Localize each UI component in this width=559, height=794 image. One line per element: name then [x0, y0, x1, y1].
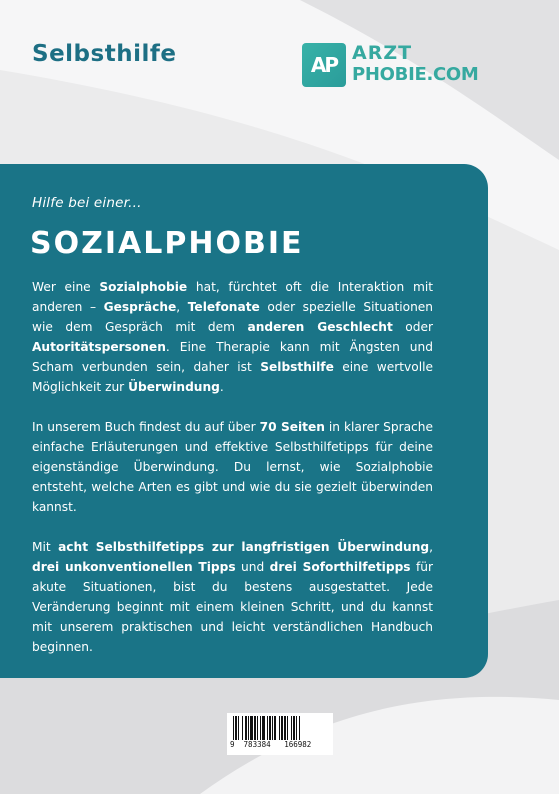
- barcode-digits-mid: 783384: [243, 740, 271, 749]
- barcode-bar: [291, 716, 292, 740]
- barcode-bar: [242, 716, 243, 740]
- paragraph-3: [32, 537, 433, 657]
- text-run: Mit: [32, 540, 59, 554]
- text-run: ,: [429, 540, 433, 554]
- text-run: Wer eine: [32, 280, 100, 294]
- paragraph-2: [32, 417, 433, 517]
- logo-text: [352, 43, 479, 86]
- isbn-barcode: [227, 713, 333, 755]
- paragraph-1: [32, 277, 433, 397]
- logo-line-2: PHOBIE.COM: [352, 64, 479, 85]
- text-run: für akute Situationen, bist du bestens ausgestattet. Jede Veränderung beginnt mit einem kleinen Schritt, und du kannst mit unserem praktischen und leicht verständlichen Handbuch beginnen.: [32, 560, 434, 654]
- barcode-bar: [257, 716, 258, 740]
- barcode-number: [230, 740, 330, 749]
- barcode-bar: [287, 716, 288, 740]
- barcode-bar: [274, 716, 276, 740]
- bold-phrase: Gespräche: [103, 300, 177, 314]
- bold-phrase: Überwindung: [128, 380, 220, 394]
- bold-phrase: drei Soforthilfetipps: [269, 560, 411, 574]
- barcode-bar: [293, 716, 295, 740]
- bold-phrase: drei unkonventionellen Tipps: [32, 560, 236, 574]
- bold-phrase: Autoritätspersonen: [32, 340, 166, 354]
- bold-phrase: acht Selbsthilfetipps zur langfristigen Überwindung: [58, 540, 430, 554]
- barcode-bar: [267, 716, 268, 740]
- bold-phrase: Sozialphobie: [99, 280, 188, 294]
- headline: SOZIALPHOBIE: [30, 226, 304, 261]
- text-run: In unserem Buch findest du auf über: [32, 420, 260, 434]
- barcode-bar: [296, 716, 297, 740]
- logo-mark: AP: [302, 43, 346, 87]
- barcode-bar: [238, 716, 239, 740]
- barcode-bar: [262, 716, 265, 740]
- bold-phrase: anderen Geschlecht: [247, 320, 393, 334]
- barcode-bar: [250, 716, 253, 740]
- text-run: ,: [176, 300, 188, 314]
- barcode-bars: [233, 716, 327, 740]
- barcode-digits-right: 166982: [284, 740, 312, 749]
- text-run: .: [219, 380, 224, 394]
- barcode-bar: [235, 716, 237, 740]
- bold-phrase: Telefonate: [187, 300, 260, 314]
- barcode-bar: [281, 716, 283, 740]
- bold-phrase: Selbsthilfe: [260, 360, 334, 374]
- barcode-bar: [284, 716, 286, 740]
- barcode-digit-left: 9: [230, 740, 235, 749]
- kicker-text: Hilfe bei einer...: [32, 195, 142, 211]
- barcode-bar: [233, 716, 234, 740]
- text-run: und: [235, 560, 270, 574]
- text-run: hat, fürchtet oft die Interaktion mit anderen –: [32, 280, 433, 314]
- text-run: oder: [392, 320, 434, 334]
- logo-line-1: ARZT: [352, 42, 413, 64]
- barcode-bar: [279, 716, 280, 740]
- barcode-bar: [260, 716, 261, 740]
- content-panel: [0, 164, 488, 678]
- brand-title: Selbsthilfe: [32, 41, 177, 67]
- barcode-bar: [272, 716, 273, 740]
- barcode-bar: [299, 716, 300, 740]
- barcode-bar: [269, 716, 271, 740]
- text-run: oder spezielle Situationen wie dem Gespräch mit dem: [32, 300, 434, 334]
- body-text: [32, 277, 433, 677]
- text-run: eine wertvolle Möglichkeit zur: [32, 360, 433, 394]
- barcode-bar: [248, 716, 249, 740]
- bold-phrase: 70 Seiten: [259, 420, 325, 434]
- barcode-bar: [245, 716, 247, 740]
- barcode-bar: [254, 716, 256, 740]
- text-run: . Eine Therapie kann mit Ängsten und Scham verbunden sein, daher ist: [32, 340, 433, 374]
- text-run: in klarer Sprache einfache Erläuterungen und effektive Selbsthilfetipps für deine eigenständige Überwindung. Du lernst, wie Sozialphobie entsteht, welche Arten es gibt und wie du sie gezielt überwinden kannst.: [32, 420, 433, 514]
